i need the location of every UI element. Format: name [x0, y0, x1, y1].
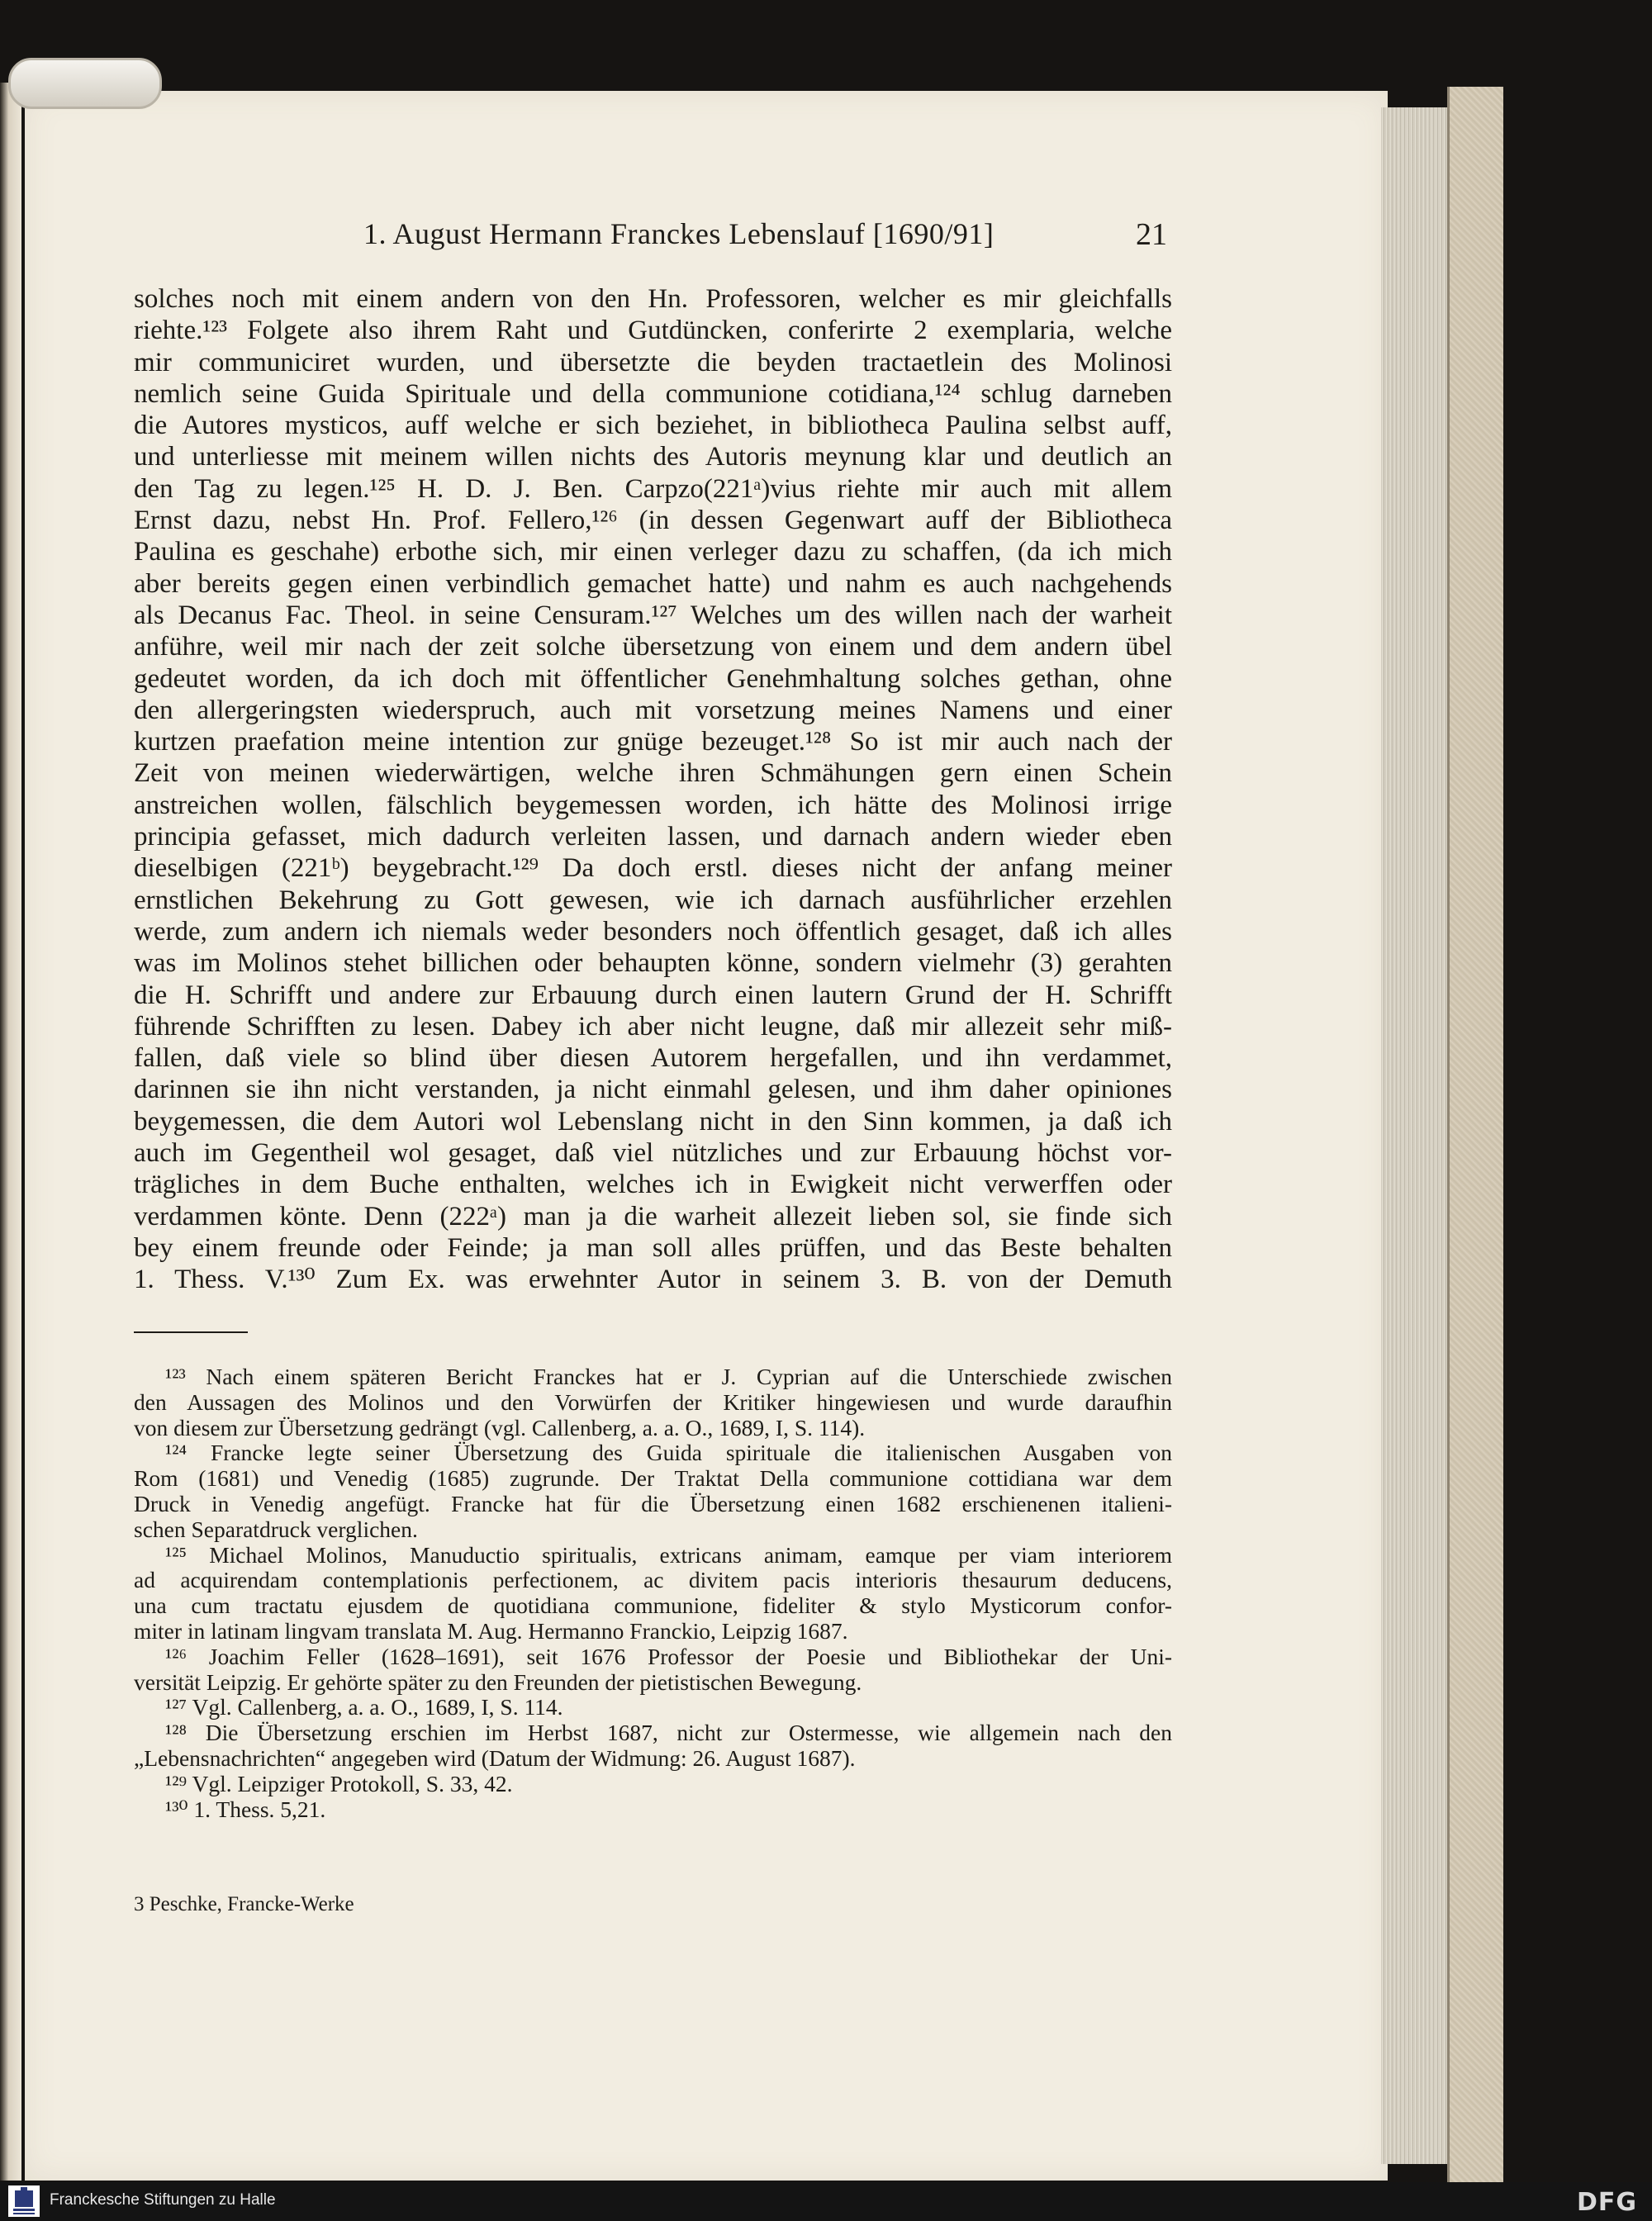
footnote-line: Druck in Venedig angefügt. Francke hat für die Übersetzung einen 1682 erschienenen italieni-: [134, 1491, 1172, 1516]
institution-label[interactable]: Franckesche Stiftungen zu Halle: [50, 2191, 276, 2209]
body-line: riehte.¹²³ Folgete also ihrem Raht und Gutdüncken, conferirte 2 exemplaria, welche: [134, 316, 1172, 346]
body-line: nemlich seine Guida Spirituale und della communione cotidiana,¹²⁴ schlug darneben: [134, 378, 1172, 409]
footnote-line: una cum tractatu ejusdem de quotidiana communione, fideliter & stylo Mysticorum confor-: [134, 1593, 1172, 1619]
footnote-line: ¹²⁹ Vgl. Leipziger Protokoll, S. 33, 42.: [165, 1771, 513, 1796]
footnote-line: den Aussagen des Molinos und den Vorwürfen der Kritiker hingewiesen und wurde daraufhin: [134, 1389, 1172, 1415]
running-head: 1. August Hermann Franckes Lebenslauf [1690/91]: [363, 217, 995, 250]
body-line: auch im Gegentheil wol gesaget, daß viel nützliches und zur Erbauung höchst vor-: [134, 1138, 1172, 1169]
body-line: Paulina es geschahe) erbothe sich, mir einen verleger dazu zu schaffen, (da ich mich: [134, 537, 1172, 567]
footnote-line: schen Separatdruck verglichen.: [134, 1516, 418, 1542]
body-line: mir communiciret wurden, und übersetzte die beyden tractaetlein des Molinosi: [134, 347, 1172, 377]
body-line: darinnen sie ihn nicht verstanden, ja nicht einmahl gelesen, und ihm daher opiniones: [134, 1075, 1172, 1105]
body-line: was im Molinos stehet billichen oder behaupten könne, sondern vielmehr (3) gerahten: [134, 948, 1172, 979]
body-line: Zeit von meinen wiederwärtigen, welche ihren Schmähungen gern einen Schein: [134, 758, 1172, 789]
body-line: Ernst dazu, nebst Hn. Prof. Fellero,¹²⁶ (in dessen Gegenwart auff der Bibliotheca: [134, 505, 1172, 536]
footnote-rule: [134, 1331, 248, 1333]
footnote-line: ¹²⁴ Francke legte seiner Übersetzung des Guida spirituale die italienischen Ausgaben von: [165, 1440, 1172, 1466]
body-line: solches noch mit einem andern von den Hn. Professoren, welcher es mir gleichfalls: [134, 284, 1172, 314]
body-line: 1. Thess. V.¹³⁰ Zum Ex. was erwehnter Autor in seinem 3. B. von der Demuth: [134, 1265, 1172, 1295]
body-line: den Tag zu legen.¹²⁵ H. D. J. Ben. Carpzo(221ᵃ)vius riehte mir auch mit allem: [134, 473, 1172, 504]
body-line: werde, zum andern ich niemals weder besonders noch öffentlich gesaget, daß ich alles: [134, 916, 1172, 947]
footnote-line: versität Leipzig. Er gehörte später zu den Freunden der pietistischen Bewegung.: [134, 1669, 862, 1695]
body-line: gedeutet worden, da ich doch mit öffentlicher Genehmhaltung solches gethan, ohne: [134, 663, 1172, 694]
body-line: den allergeringsten wiederspruch, auch mit vorsetzung meines Namens und einer: [134, 695, 1172, 725]
body-line: dieselbigen (221ᵇ) beygebracht.¹²⁹ Da doch erstl. dieses nicht der anfang meiner: [134, 853, 1172, 884]
body-line: ernstlichen Bekehrung zu Gott gewesen, wie ich darnach ausführlicher erzehlen: [134, 885, 1172, 915]
institution-logo-icon[interactable]: [8, 2185, 40, 2217]
signature-line: 3 Peschke, Francke-Werke: [134, 1893, 354, 1915]
footnote-line: ¹²⁵ Michael Molinos, Manuductio spiritualis, extricans animam, eamque per viam interiorem: [165, 1542, 1172, 1568]
footnote-line: miter in latinam lingvam translata M. Aug. Hermanno Franckio, Leipzig 1687.: [134, 1618, 848, 1644]
footnote-line: ¹³⁰ 1. Thess. 5,21.: [165, 1796, 326, 1822]
body-text: [134, 283, 1172, 1296]
body-line: als Decanus Fac. Theol. in seine Censuram.¹²⁷ Welches um des willen nach der warheit: [134, 600, 1172, 630]
footnote-line: „Lebensnachrichten“ angegeben wird (Datum der Widmung: 26. August 1687).: [134, 1745, 856, 1771]
footnote-line: Rom (1681) und Venedig (1685) zugrunde. Der Traktat Della communione cottidiana war dem: [134, 1466, 1172, 1492]
body-line: bey einem freunde oder Feinde; ja man soll alles prüffen, und das Beste behalten: [134, 1232, 1172, 1263]
footnote-line: ¹²⁶ Joachim Feller (1628–1691), seit 1676 Professor der Poesie und Bibliothekar der Uni-: [165, 1644, 1172, 1669]
footnote-line: ¹²⁷ Vgl. Callenberg, a. a. O., 1689, I, S. 114.: [165, 1695, 563, 1720]
footnote-line: ¹²³ Nach einem späteren Bericht Franckes hat er J. Cyprian auf die Unterschiede zwischen: [165, 1364, 1172, 1389]
body-line: aber bereits gegen einen verbindlich gemachet hatte) und nahm es auch nachgehends: [134, 568, 1172, 599]
page-number: 21: [1136, 217, 1167, 252]
page-block-edge: [1381, 107, 1447, 2164]
dfg-logo[interactable]: DFG: [1576, 2188, 1637, 2217]
body-line: fallen, daß viele so blind über diesen Autorem hergefallen, und ihn verdammet,: [134, 1043, 1172, 1074]
body-line: kurtzen praefation meine intention zur gnüge bezeuget.¹²⁸ So ist mir auch nach der: [134, 727, 1172, 757]
footnote-line: von diesem zur Übersetzung gedrängt (vgl. Callenberg, a. a. O., 1689, I, S. 114).: [134, 1415, 866, 1440]
footnote-line: ¹²⁸ Die Übersetzung erschien im Herbst 1687, nicht zur Ostermesse, wie allgemein nach den: [165, 1720, 1172, 1746]
body-line: anführe, weil mir nach der zeit solche übersetzung von einem und dem andern übel: [134, 632, 1172, 662]
bookmark-ribbon: [8, 58, 162, 109]
book-cover-edge: [1447, 87, 1503, 2189]
left-page-edge: [0, 83, 21, 2181]
body-line: trägliches in dem Buche enthalten, welches ich in Ewigkeit nicht verwerffen oder: [134, 1170, 1172, 1200]
viewer-bottom-bar: [0, 2182, 1652, 2221]
body-line: führende Schrifften zu lesen. Dabey ich aber nicht leugne, daß mir allezeit sehr miß-: [134, 1011, 1172, 1042]
body-line: principia gefasset, mich dadurch verleiten lassen, und darnach andern wieder eben: [134, 822, 1172, 852]
body-line: die Autores mysticos, auff welche er sich beziehet, in bibliotheca Paulina selbst auff,: [134, 411, 1172, 441]
body-line: beygemessen, die dem Autori wol Lebenslang nicht in den Sinn kommen, ja daß ich: [134, 1106, 1172, 1137]
body-line: die H. Schrifft und andere zur Erbauung durch einen lautern Grund der H. Schrifft: [134, 980, 1172, 1010]
body-line: verdammen könte. Denn (222ᵃ) man ja die warheit allezeit lieben sol, sie finde sich: [134, 1201, 1172, 1232]
footnotes: [134, 1364, 1172, 1822]
body-line: anstreichen wollen, fälschlich beygemessen worden, ich hätte des Molinosi irrige: [134, 790, 1172, 820]
footnote-line: ad acquirendam contemplationis perfectionem, ac divitem pacis interioris thesaurum deducens,: [134, 1568, 1172, 1593]
body-line: und unterliesse mit meinem willen nichts des Autoris meynung klar und deutlich an: [134, 442, 1172, 472]
